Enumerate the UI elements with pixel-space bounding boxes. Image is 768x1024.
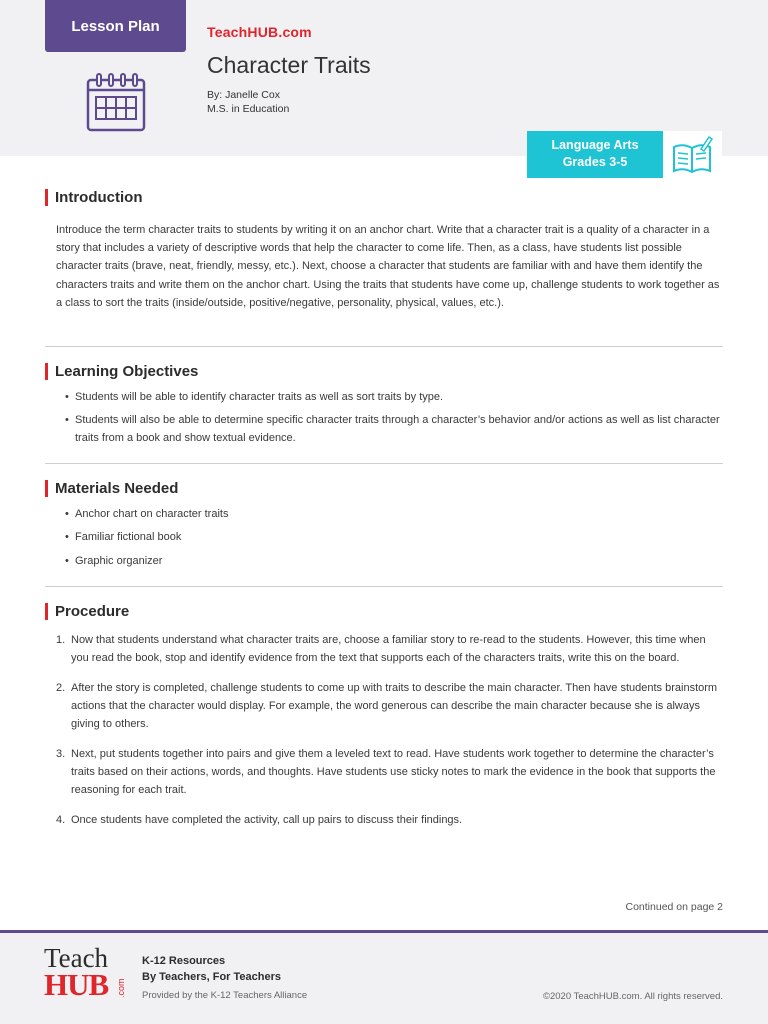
step-text: After the story is completed, challenge students to come up with traits to describe the main character. Then have students brainstorm actions that the character would display. For example, the word generous can describe the main character because she is always giving to others. — [71, 681, 718, 731]
step-text: Next, put students together into pairs and give them a leveled text to read. Have students work together to determine the character’s traits based on their actions, words, and thoughts. Have students use sticky notes to mark the evidence in the book that supports the reasoning for each trait. — [71, 748, 716, 797]
objectives-section — [45, 363, 723, 453]
logo-com: .com — [116, 978, 126, 998]
list-item — [56, 811, 723, 829]
divider — [45, 346, 723, 347]
step-text: Once students have completed the activity, call up pairs to discuss their findings. — [71, 814, 463, 827]
introduction-section — [45, 189, 723, 312]
brand-name: TeachHUB.com — [207, 24, 312, 40]
list-item: • Graphic organizer — [65, 553, 723, 571]
author-block — [207, 88, 289, 116]
materials-heading: Materials Needed — [45, 480, 723, 497]
materials-section — [45, 480, 723, 576]
divider — [45, 586, 723, 587]
lesson-plan-tab: Lesson Plan — [45, 0, 186, 52]
list-item — [56, 679, 723, 734]
materials-list — [45, 506, 723, 570]
step-number: 3. — [56, 748, 66, 761]
divider — [45, 463, 723, 464]
procedure-list — [45, 631, 723, 829]
subject-label: Language Arts — [551, 138, 639, 152]
book-icon-box — [663, 131, 722, 178]
procedure-heading: Procedure — [45, 603, 723, 620]
author-line: By: Janelle Cox — [207, 89, 280, 101]
step-text: Now that students understand what character traits are, choose a familiar story to re-read to the students. However, this time when you read the book, stop and identify evidence from the text that supports each of the characters traits, write this on the board. — [71, 634, 706, 665]
open-book-icon — [671, 135, 713, 175]
objectives-list — [45, 389, 723, 448]
list-item: • Students will be able to identify character traits as well as sort traits by type. — [65, 389, 723, 407]
list-item: • Students will also be able to determine specific character traits through a character’s behavior and/or actions as well as list character traits from a book and show textual evidence. — [65, 412, 723, 448]
continued-note: Continued on page 2 — [625, 901, 723, 913]
introduction-text: Introduce the term character traits to students by writing it on an anchor chart. Write that a character trait is a quality of a character in a story that includes a variety of descriptive words that help the character to come life. Then, as a class, have students list possible character traits (brave, neat, friendly, messy, etc.). Next, choose a character that students are familiar with and have them identify the characters traits and write them on the anchor chart. Using the traits that students have come up, challenge students to work together as a class to sort the traits (inside/outside, positive/negative, personality, physical, values, etc.). — [56, 224, 720, 309]
calendar-icon — [86, 72, 146, 132]
step-number: 2. — [56, 681, 66, 694]
list-item: • Familiar fictional book — [65, 529, 723, 547]
footer-provided-by: Provided by the K-12 Teachers Alliance — [142, 990, 308, 1001]
credential-line: M.S. in Education — [207, 103, 290, 115]
step-number: 1. — [56, 634, 66, 646]
footer-tagline-2: By Teachers, For Teachers — [142, 971, 281, 983]
list-item — [56, 745, 723, 800]
footer-copyright: ©2020 TeachHUB.com. All rights reserved. — [542, 991, 723, 1002]
list-item: • Anchor chart on character traits — [65, 506, 723, 524]
introduction-heading: Introduction — [45, 189, 723, 206]
objectives-heading: Learning Objectives — [45, 363, 723, 380]
step-number: 4. — [56, 814, 66, 827]
logo-hub: HUB — [44, 967, 109, 1002]
procedure-section — [45, 603, 723, 841]
logo-teach: Teach — [44, 943, 109, 973]
grades-label: Grades 3-5 — [562, 155, 628, 169]
page-title: Character Traits — [207, 52, 371, 78]
footer-tagline-1: K-12 Resources — [142, 955, 226, 967]
list-item — [56, 631, 723, 667]
subject-badge — [527, 131, 663, 178]
